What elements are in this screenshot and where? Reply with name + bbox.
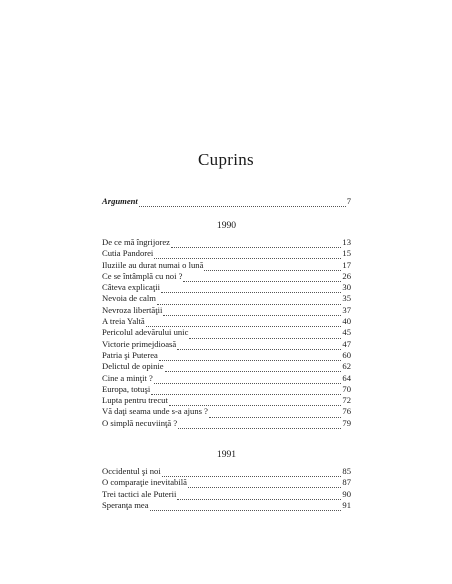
dot-leader <box>183 273 341 282</box>
entry-label: Trei tactici ale Puterii <box>102 488 177 499</box>
dot-leader <box>189 330 341 339</box>
section-entries <box>102 237 351 429</box>
entry-page-number: 90 <box>342 488 351 499</box>
dot-leader <box>165 363 342 372</box>
entry-label: Victorie primejdioasă <box>102 338 177 349</box>
entry-label: De ce mă îngrijorez <box>102 237 170 247</box>
dot-leader <box>161 284 341 293</box>
dot-leader <box>177 491 341 500</box>
dot-leader <box>154 250 341 259</box>
entry-page-number: 62 <box>342 361 351 372</box>
dot-leader <box>188 479 341 488</box>
entry-label: Speranţa mea <box>102 499 149 510</box>
dot-leader <box>163 307 341 316</box>
dot-leader <box>169 397 342 406</box>
entry-label: O comparaţie inevitabilă <box>102 477 187 488</box>
entry-label: Europa, totuşi <box>102 383 151 394</box>
entry-label: Cutia Pandorei <box>102 248 154 259</box>
dot-leader <box>150 502 342 511</box>
entry-page-number: 15 <box>342 248 351 259</box>
toc-entry[interactable] <box>102 418 351 429</box>
dot-leader <box>146 318 342 327</box>
dot-leader <box>159 352 342 361</box>
entry-label: Occidentul şi noi <box>102 466 161 476</box>
toc-entry[interactable] <box>102 248 351 259</box>
dot-leader <box>151 386 341 395</box>
dot-leader <box>154 375 342 384</box>
entry-page-number: 35 <box>342 293 351 304</box>
toc-entry[interactable] <box>102 271 351 282</box>
entry-page-number: 60 <box>342 349 351 360</box>
entry-page-number: 45 <box>342 327 351 338</box>
entry-label: Ce se întâmplă cu noi ? <box>102 270 183 281</box>
dot-leader <box>209 409 341 418</box>
entry-page-number: 26 <box>342 270 351 281</box>
toc-entry[interactable] <box>102 282 351 293</box>
entry-page-number: 7 <box>346 196 351 206</box>
section-1991 <box>102 449 351 511</box>
entry-page-number: 30 <box>342 282 351 293</box>
toc-entry[interactable] <box>102 316 351 327</box>
dot-leader <box>178 420 341 429</box>
entry-label: Iluziile au durat numai o lună <box>102 259 204 270</box>
entry-label: Cine a minţit ? <box>102 372 153 383</box>
entry-label: Vă daţi seama unde s-a ajuns ? <box>102 406 208 417</box>
section-year: 1990 <box>216 220 237 231</box>
toc-entry[interactable] <box>102 260 351 271</box>
toc-entry[interactable] <box>102 305 351 316</box>
entry-page-number: 17 <box>342 259 351 270</box>
toc-entry[interactable] <box>102 395 351 406</box>
entry-label: Câteva explicaţii <box>102 282 160 293</box>
entry-page-number: 79 <box>342 417 351 428</box>
dot-leader <box>162 468 342 477</box>
toc-entry-argument[interactable] <box>102 196 351 207</box>
entry-page-number: 47 <box>342 338 351 349</box>
toc-entry[interactable] <box>102 489 351 500</box>
dot-leader <box>177 341 341 350</box>
toc-entry[interactable] <box>102 293 351 304</box>
dot-leader <box>171 239 341 248</box>
dot-leader <box>204 262 341 271</box>
entry-label: Nevoia de calm <box>102 293 156 304</box>
toc-entry[interactable] <box>102 384 351 395</box>
toc-entry[interactable] <box>102 237 351 248</box>
page-title: Cuprins <box>198 150 254 169</box>
toc-entry[interactable] <box>102 500 351 511</box>
argument-entry-block <box>102 196 351 207</box>
entry-page-number: 91 <box>342 499 351 510</box>
section-entries <box>102 466 351 511</box>
toc-entry[interactable] <box>102 466 351 477</box>
entry-label: A treia Yaltă <box>102 316 145 327</box>
entry-label: Delictul de opinie <box>102 361 164 372</box>
entry-page-number: 13 <box>342 237 351 247</box>
entry-label: Lupta pentru trecut <box>102 395 168 406</box>
dot-leader <box>139 198 346 207</box>
toc-entry[interactable] <box>102 350 351 361</box>
toc-entry[interactable] <box>102 477 351 488</box>
entry-label: Nevroza libertăţii <box>102 304 163 315</box>
toc-entry[interactable] <box>102 327 351 338</box>
entry-page-number: 87 <box>342 477 351 488</box>
section-year: 1991 <box>216 449 237 460</box>
toc-entry[interactable] <box>102 406 351 417</box>
entry-page-number: 72 <box>342 395 351 406</box>
entry-page-number: 70 <box>342 383 351 394</box>
entry-label: Patria şi Puterea <box>102 349 158 360</box>
entry-page-number: 40 <box>342 316 351 327</box>
entry-label: Pericolul adevărului unic <box>102 327 189 338</box>
entry-label: O simplă necuviinţă ? <box>102 417 178 428</box>
dot-leader <box>157 296 341 305</box>
section-1990 <box>102 220 351 429</box>
entry-page-number: 37 <box>342 304 351 315</box>
toc-entry[interactable] <box>102 361 351 372</box>
entry-label: Argument <box>102 196 138 206</box>
entry-page-number: 85 <box>342 466 351 476</box>
entry-page-number: 76 <box>342 406 351 417</box>
entry-page-number: 64 <box>342 372 351 383</box>
toc-entry[interactable] <box>102 339 351 350</box>
toc-entry[interactable] <box>102 373 351 384</box>
